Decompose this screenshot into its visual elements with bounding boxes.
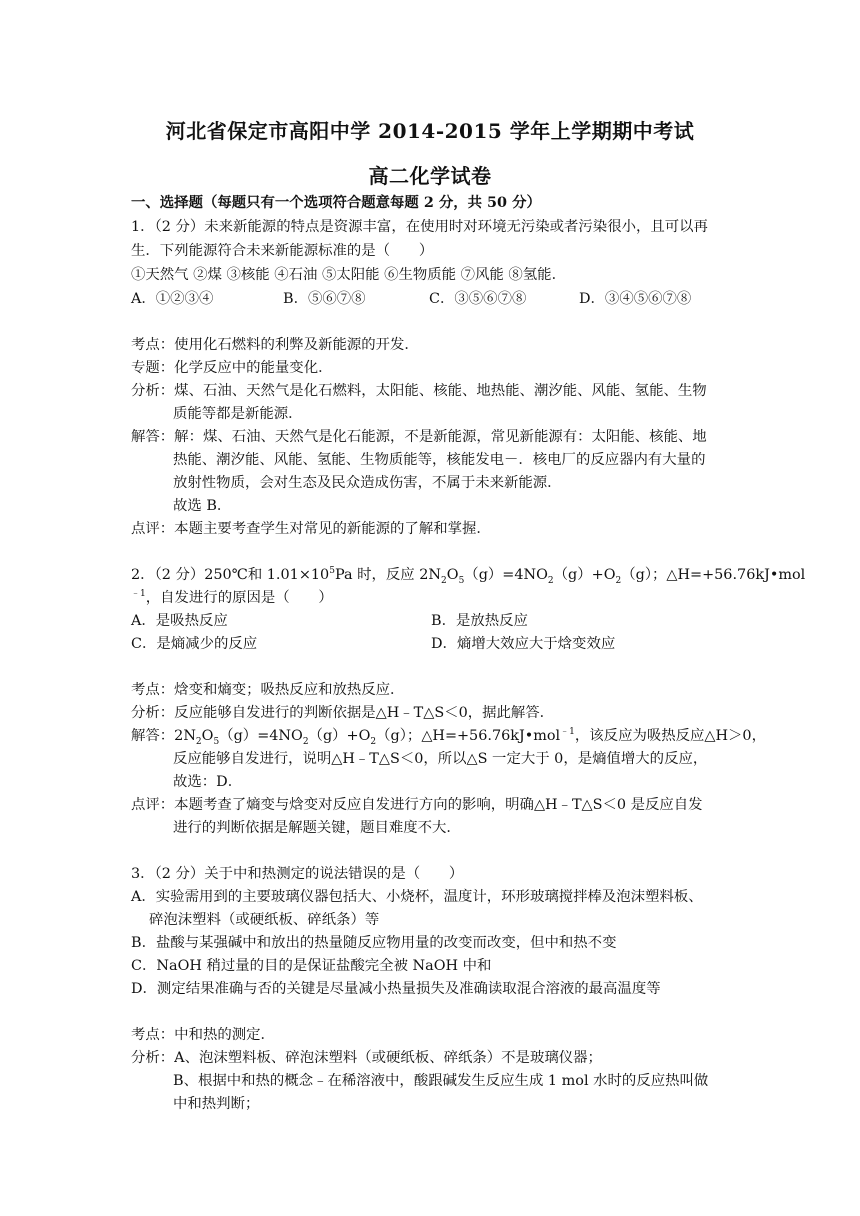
q1-stem-line2: 生．下列能源符合未来新能源标准的是（ ） bbox=[131, 243, 434, 259]
q2-stem-text: 2．（2 分）250℃和 1.01×10 bbox=[131, 567, 330, 583]
q3-fenxi-line1: 分析：A、泡沫塑料板、碎泡沫塑料（或硬纸板、碎纸条）不是玻璃仪器； bbox=[131, 1050, 602, 1066]
q1-stem-line1: 1．（2 分）未来新能源的特点是资源丰富，在使用时对环境无污染或者污染很小，且可以再 bbox=[131, 219, 708, 235]
q3-fenxi-line2: B、根据中和热的概念﹣在稀溶液中，酸跟碱发生反应生成 1 mol 水时的反应热叫做 bbox=[173, 1073, 709, 1089]
q2-stem-sub: 5 bbox=[458, 575, 465, 586]
q2-jieda-sub: 2 bbox=[195, 736, 202, 747]
q2-jieda-text: （g）=4NO bbox=[219, 728, 303, 744]
q2-option-a: A．是吸热反应 bbox=[131, 613, 228, 629]
q2-stem-sub: 2 bbox=[547, 575, 554, 586]
q2-jieda-text: 解答：2N bbox=[131, 728, 196, 744]
q2-option-d: D．熵增大效应大于焓变效应 bbox=[431, 636, 616, 652]
q2-jieda-line3: 故选：D． bbox=[173, 774, 243, 790]
q2-option-c: C．是熵减少的反应 bbox=[131, 636, 258, 652]
q1-jieda-line3: 放射性物质，会对生态及民众造成伤害，不属于未来新能源． bbox=[173, 475, 562, 491]
section-heading: 一、选择题（每题只有一个选项符合题意每题 2 分，共 50 分） bbox=[131, 194, 541, 211]
q2-jieda-text: ，该反应为吸热反应△H＞0， bbox=[574, 728, 766, 744]
q1-option-d: D．③④⑤⑥⑦⑧ bbox=[579, 291, 692, 307]
q2-fenxi: 分析：反应能够自发进行的判断依据是△H﹣T△S＜0，据此解答． bbox=[131, 705, 555, 721]
q2-jieda-line2: 反应能够自发进行，说明△H﹣T△S＜0，所以△S 一定大于 0，是熵值增大的反应， bbox=[173, 751, 708, 767]
q1-fenxi-line2: 质能等都是新能源． bbox=[173, 406, 303, 422]
q2-stem-text: （g）=4NO bbox=[464, 567, 548, 583]
q1-option-b: B．⑤⑥⑦⑧ bbox=[283, 291, 366, 307]
q1-jieda-line1: 解答：解：煤、石油、天然气是化石能源，不是新能源，常见新能源有：太阳能、核能、地 bbox=[131, 429, 707, 445]
q2-options-row1 bbox=[131, 610, 741, 632]
q2-jieda-text: （g）+O bbox=[308, 728, 371, 744]
q2-options-row2 bbox=[131, 633, 741, 655]
q2-dianping-line2: 进行的判断依据是解题关键，题目难度不大． bbox=[173, 820, 461, 836]
q2-option-b: B．是放热反应 bbox=[431, 613, 528, 629]
q2-jieda-sub: 2 bbox=[302, 736, 309, 747]
page-subtitle: 高二化学试卷 bbox=[368, 164, 492, 188]
q3-option-d: D．测定结果准确与否的关键是尽量减小热量损失及准确读取混合溶液的最高温度等 bbox=[131, 981, 661, 997]
q2-stem-sub: 2 bbox=[615, 575, 622, 586]
q2-stem-sup: 5 bbox=[329, 566, 335, 577]
q3-option-a-line2: 碎泡沫塑料（或硬纸板、碎纸条）等 bbox=[149, 912, 380, 928]
q2-stem-text: O bbox=[446, 567, 459, 583]
q1-fenxi-line1: 分析：煤、石油、天然气是化石燃料，太阳能、核能、地热能、潮汐能、风能、氢能、生物 bbox=[131, 383, 707, 399]
q1-option-c: C．③⑤⑥⑦⑧ bbox=[429, 291, 527, 307]
q3-option-c: C．NaOH 稍过量的目的是保证盐酸完全被 NaOH 中和 bbox=[131, 958, 492, 974]
q2-jieda-text: （g）；△H=+56.76kJ•mol bbox=[376, 728, 561, 744]
q2-stem2-text: ，自发进行的原因是（ ） bbox=[145, 590, 333, 606]
q2-stem-line2 bbox=[131, 587, 741, 609]
q1-items: ①天然气 ②煤 ③核能 ④石油 ⑤太阳能 ⑥生物质能 ⑦风能 ⑧氢能． bbox=[131, 267, 566, 283]
q3-option-b: B．盐酸与某强碱中和放出的热量随反应物用量的改变而改变，但中和热不变 bbox=[131, 935, 617, 951]
q1-jieda-line4: 故选 B． bbox=[173, 498, 232, 514]
q2-stem-sub: 2 bbox=[441, 575, 447, 586]
q2-stem2-sup: ﹣1 bbox=[131, 589, 146, 600]
q1-jieda-line2: 热能、潮汐能、风能、氢能、生物质能等，核能发电－．核电厂的反应器内有大量的 bbox=[173, 452, 706, 468]
q2-stem-line1 bbox=[131, 564, 806, 586]
q2-stem-text: Pa 时，反应 2N bbox=[334, 567, 442, 583]
q1-kaodian: 考点：使用化石燃料的利弊及新能源的开发． bbox=[131, 337, 419, 353]
q2-stem-text: （g）；△H=+56.76kJ•mol bbox=[621, 567, 806, 583]
q2-jieda-sub: 5 bbox=[213, 736, 220, 747]
q1-option-a: A．①②③④ bbox=[131, 291, 214, 307]
q3-fenxi-line3: 中和热判断； bbox=[173, 1096, 260, 1112]
q1-dianping: 点评：本题主要考查学生对常见的新能源的了解和掌握． bbox=[131, 521, 491, 537]
q1-zhuanti: 专题：化学反应中的能量变化． bbox=[131, 360, 333, 376]
q2-jieda-sup: ﹣1 bbox=[560, 727, 575, 738]
q2-dianping-line1: 点评：本题考查了熵变与焓变对反应自发进行方向的影响，明确△H﹣T△S＜0 是反应自发 bbox=[131, 797, 703, 813]
q2-jieda-line1 bbox=[131, 725, 766, 747]
q3-option-a-line1: A．实验需用到的主要玻璃仪器包括大、小烧杯，温度计，环形玻璃搅拌棒及泡沫塑料板、 bbox=[131, 889, 703, 905]
q3-stem: 3．（2 分）关于中和热测定的说法错误的是（ ） bbox=[131, 866, 464, 882]
q3-kaodian: 考点：中和热的测定． bbox=[131, 1027, 275, 1043]
q2-jieda-text: O bbox=[201, 728, 214, 744]
page-title: 河北省保定市高阳中学 2014-2015 学年上学期期中考试 bbox=[165, 119, 695, 143]
q2-jieda-sub: 2 bbox=[370, 736, 377, 747]
q2-kaodian: 考点：焓变和熵变；吸热反应和放热反应． bbox=[131, 682, 405, 698]
q2-stem-text: （g）+O bbox=[553, 567, 616, 583]
